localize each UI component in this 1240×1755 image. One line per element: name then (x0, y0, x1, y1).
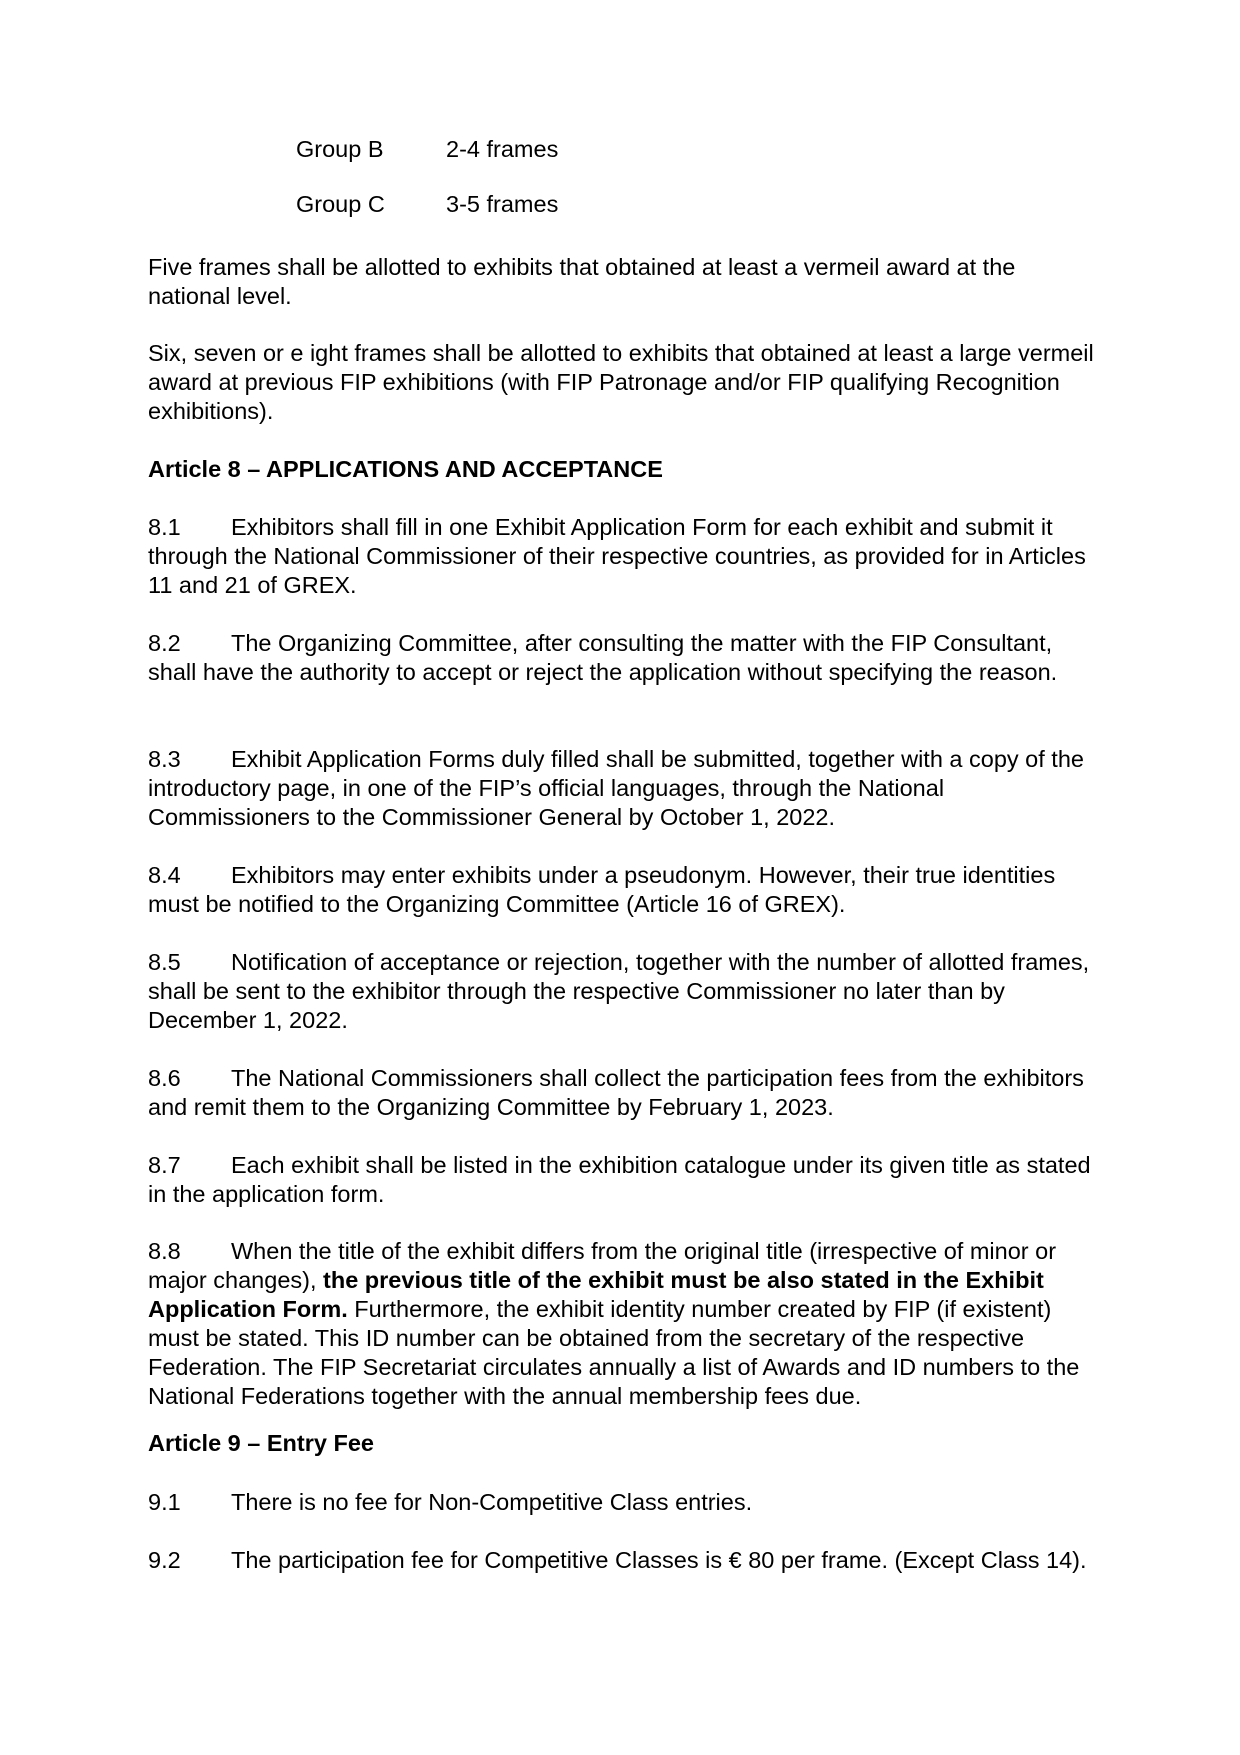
clause-text-bold: the previous title of the exhibit must be also stated in the Exhibit Application Form. (148, 1267, 1044, 1322)
group-name: Group C (296, 191, 385, 217)
clause-8-8 (148, 1237, 1098, 1411)
clause-text: When the title of the exhibit differs from the original title (irrespective of minor or major changes), (148, 1238, 1057, 1293)
clause-text-continued: Furthermore, the exhibit identity number created by FIP (if existent) must be stated. This ID number can be obtained from the secretary of the respective Federation. The FIP Secretariat circulates annually a list of Awards and ID numbers to the National Federations together with the annual membership fees due. (148, 1296, 1080, 1409)
frame-groups (296, 135, 558, 245)
group-frames: 3-5 frames (446, 191, 559, 217)
clause-9-2 (148, 1546, 1098, 1575)
clause-8-3 (148, 745, 1098, 832)
clause-text: There is no fee for Non-Competitive Class entries. (231, 1489, 753, 1515)
paragraph-six-frames: Six, seven or e ight frames shall be allotted to exhibits that obtained at least a large vermeil award at previous FIP exhibitions (with FIP Patronage and/or FIP qualifying Recognition exhibitions). (148, 340, 1094, 424)
article-9-heading: Article 9 – Entry Fee (148, 1430, 374, 1456)
clause-text: The Organizing Committee, after consulting the matter with the FIP Consultant, shall have the authority to accept or reject the application without specifying the reason. (148, 630, 1058, 685)
clause-number: 8.4 (148, 862, 181, 888)
clause-8-1 (148, 513, 1098, 600)
clause-number: 8.3 (148, 746, 181, 772)
clause-8-5 (148, 948, 1098, 1035)
clause-number: 8.6 (148, 1065, 181, 1091)
paragraph-five-frames: Five frames shall be allotted to exhibits that obtained at least a vermeil award at the national level. (148, 254, 1016, 309)
group-row (296, 190, 558, 219)
clause-8-6 (148, 1064, 1098, 1122)
clause-text: Exhibitors may enter exhibits under a pseudonym. However, their true identities must be notified to the Organizing Committee (Article 16 of GREX). (148, 862, 1056, 917)
clause-number: 8.1 (148, 514, 181, 540)
clause-number: 8.8 (148, 1238, 181, 1264)
clause-number: 8.2 (148, 630, 181, 656)
clause-number: 8.5 (148, 949, 181, 975)
clause-8-4 (148, 861, 1098, 919)
clause-text: The participation fee for Competitive Classes is € 80 per frame. (Except Class 14). (231, 1547, 1087, 1573)
clause-text: Exhibitors shall fill in one Exhibit Application Form for each exhibit and submit it through the National Commissioner of their respective countries, as provided for in Articles 11 and 21 of GREX. (148, 514, 1086, 598)
group-frames: 2-4 frames (446, 136, 559, 162)
clause-text: Notification of acceptance or rejection, together with the number of allotted frames, shall be sent to the exhibitor through the respective Commissioner no later than by December 1, 2022. (148, 949, 1090, 1033)
clause-text: Exhibit Application Forms duly filled shall be submitted, together with a copy of the introductory page, in one of the FIP’s official languages, through the National Commissioners to the Commissioner General by October 1, 2022. (148, 746, 1084, 830)
clause-text: Each exhibit shall be listed in the exhibition catalogue under its given title as stated in the application form. (148, 1152, 1091, 1207)
clause-text: The National Commissioners shall collect the participation fees from the exhibitors and remit them to the Organizing Committee by February 1, 2023. (148, 1065, 1084, 1120)
clause-8-7 (148, 1151, 1098, 1209)
group-row (296, 135, 558, 164)
clause-number: 9.1 (148, 1489, 181, 1515)
clause-9-1 (148, 1488, 1098, 1517)
clause-number: 8.7 (148, 1152, 181, 1178)
clause-8-2 (148, 629, 1098, 687)
group-name: Group B (296, 136, 384, 162)
article-8-heading: Article 8 – APPLICATIONS AND ACCEPTANCE (148, 456, 663, 482)
clause-number: 9.2 (148, 1547, 181, 1573)
